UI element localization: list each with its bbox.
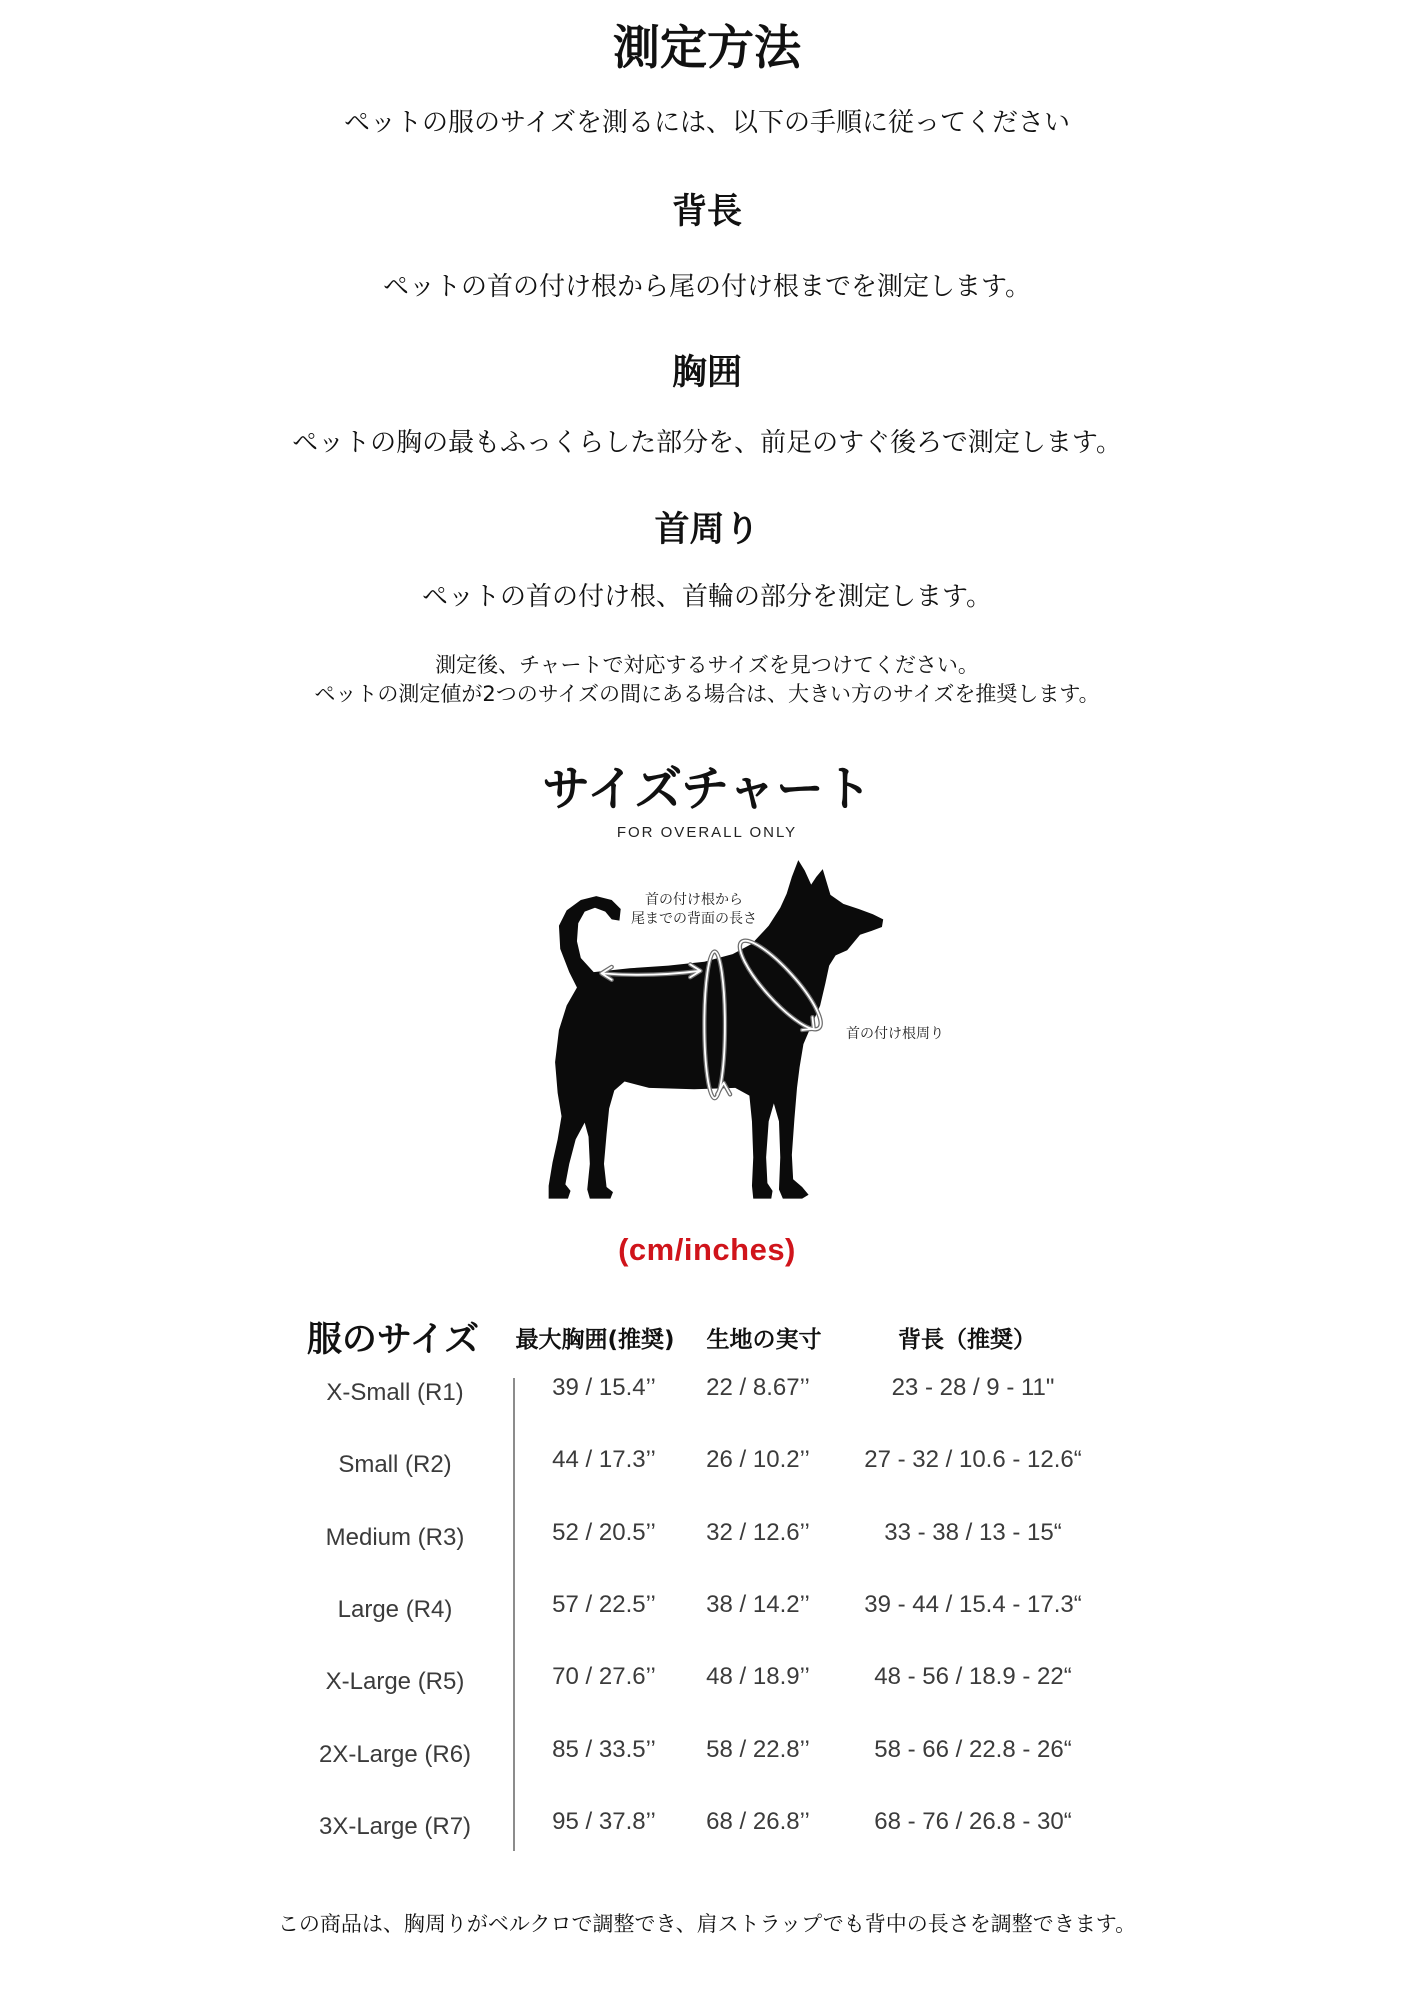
fabric-cell: 38 / 14.2’’ bbox=[706, 1591, 810, 1618]
header-fabric-size: 生地の実寸 bbox=[706, 1327, 822, 1353]
fabric-cell: 58 / 22.8’’ bbox=[706, 1736, 810, 1763]
chest-cell: 95 / 37.8’’ bbox=[552, 1808, 656, 1835]
measure-note-line: ペットの測定値が2つのサイズの間にある場合は、大きい方のサイズを推奨します。 bbox=[314, 682, 1100, 706]
size-cell: Small (R2) bbox=[338, 1451, 452, 1478]
back-cell: 23 - 28 / 9 - 11" bbox=[891, 1374, 1055, 1401]
back-length-text: ペットの首の付け根から尾の付け根までを測定します。 bbox=[383, 272, 1031, 302]
fabric-cell: 26 / 10.2’’ bbox=[706, 1446, 810, 1473]
header-max-chest: 最大胸囲(推奨) bbox=[515, 1327, 675, 1353]
back-cell: 39 - 44 / 15.4 - 17.3“ bbox=[864, 1591, 1082, 1618]
header-garment-size: 服のサイズ bbox=[306, 1320, 480, 1360]
measure-title: 測定方法 bbox=[613, 21, 801, 76]
back-cell: 33 - 38 / 13 - 15“ bbox=[884, 1519, 1062, 1546]
neck-girth-text: ペットの首の付け根、首輪の部分を測定します。 bbox=[422, 582, 992, 612]
table-row bbox=[0, 1659, 1414, 1699]
neck-girth-heading: 首周り bbox=[654, 510, 760, 550]
neck-girth-label: 首の付け根周り bbox=[846, 1026, 944, 1042]
back-cell: 58 - 66 / 22.8 - 26“ bbox=[874, 1736, 1072, 1763]
fabric-cell: 32 / 12.6’’ bbox=[706, 1519, 810, 1546]
table-row bbox=[0, 1515, 1414, 1555]
back-cell: 68 - 76 / 26.8 - 30“ bbox=[874, 1808, 1072, 1835]
measure-note-line: 測定後、チャートで対応するサイズを見つけてください。 bbox=[435, 653, 979, 677]
size-cell: Medium (R3) bbox=[325, 1524, 465, 1551]
table-row bbox=[0, 1732, 1414, 1772]
header-back-length: 背長（推奨） bbox=[898, 1327, 1036, 1353]
back-cell: 48 - 56 / 18.9 - 22“ bbox=[874, 1663, 1072, 1690]
chest-cell: 44 / 17.3’’ bbox=[552, 1446, 656, 1473]
size-cell: X-Large (R5) bbox=[325, 1668, 465, 1695]
chest-cell: 52 / 20.5’’ bbox=[552, 1519, 656, 1546]
size-chart-subtitle: FOR OVERALL ONLY bbox=[616, 824, 798, 841]
fabric-cell: 68 / 26.8’’ bbox=[706, 1808, 810, 1835]
size-cell: 2X-Large (R6) bbox=[318, 1741, 472, 1768]
chest-cell: 70 / 27.6’’ bbox=[552, 1663, 656, 1690]
units-label: (cm/inches) bbox=[618, 1232, 796, 1267]
table-row bbox=[0, 1442, 1414, 1482]
chest-cell: 57 / 22.5’’ bbox=[552, 1591, 656, 1618]
size-chart-title: サイズチャート bbox=[542, 761, 872, 817]
size-cell: 3X-Large (R7) bbox=[318, 1813, 472, 1840]
fabric-cell: 48 / 18.9’’ bbox=[706, 1663, 810, 1690]
product-adjustment-note: この商品は、胸周りがベルクロで調整でき、肩ストラップでも背中の長さを調整できます。 bbox=[277, 1912, 1137, 1936]
chest-cell: 39 / 15.4’’ bbox=[552, 1374, 656, 1401]
back-length-label: 首の付け根から bbox=[645, 892, 743, 908]
chest-girth-text: ペットの胸の最もふっくらした部分を、前足のすぐ後ろで測定します。 bbox=[292, 428, 1122, 458]
fabric-cell: 22 / 8.67’’ bbox=[706, 1374, 810, 1401]
back-cell: 27 - 32 / 10.6 - 12.6“ bbox=[864, 1446, 1082, 1473]
table-row bbox=[0, 1587, 1414, 1627]
table-row bbox=[0, 1804, 1414, 1844]
chest-cell: 85 / 33.5’’ bbox=[552, 1736, 656, 1763]
chest-girth-heading: 胸囲 bbox=[671, 353, 742, 393]
size-cell: X-Small (R1) bbox=[326, 1379, 464, 1406]
back-length-heading: 背長 bbox=[671, 192, 742, 232]
measure-intro: ペットの服のサイズを測るには、以下の手順に従ってください bbox=[344, 108, 1070, 138]
table-row bbox=[0, 1370, 1414, 1410]
size-cell: Large (R4) bbox=[337, 1596, 453, 1623]
back-length-label: 尾までの背面の長さ bbox=[631, 911, 757, 927]
size-table-header bbox=[0, 1316, 1414, 1364]
